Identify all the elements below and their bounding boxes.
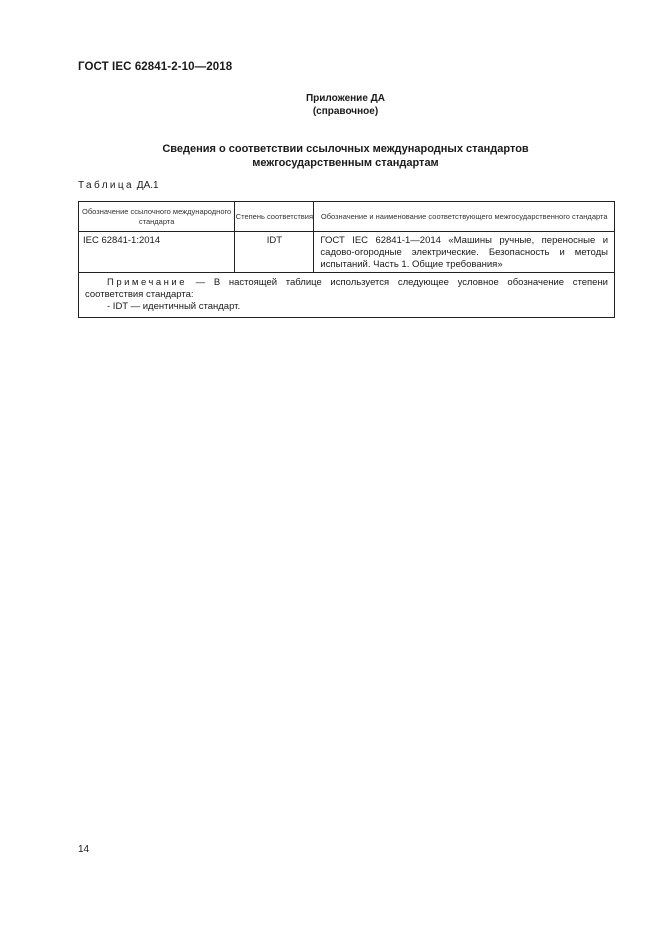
note-label: Примечание [107, 277, 187, 288]
appendix-subtitle: (справочное) [312, 106, 379, 117]
section-title [0, 142, 661, 170]
note-item: - IDT — идентичный стандарт. [107, 301, 241, 312]
table-note-row [79, 273, 615, 318]
standards-table [78, 201, 615, 318]
page-number: 14 [78, 844, 90, 855]
section-title-line-1: Сведения о соответствии ссылочных международных стандартов [162, 143, 529, 155]
table-caption-number: ДА.1 [136, 180, 159, 191]
table-caption [78, 180, 159, 191]
table-note [79, 273, 615, 318]
cell-intl-standard: IEC 62841-1:2014 [79, 232, 235, 273]
header-interstate-standard: Обозначение и наименование соответствующего межгосударственного стандарта [314, 202, 615, 232]
table-caption-word: Таблица [78, 180, 135, 191]
appendix-title: Приложение ДА [305, 93, 386, 104]
note-indent [85, 277, 107, 288]
note-text: — В настоящей таблице используется следующее условное обозначение степени соответствия стандарта: [85, 277, 608, 300]
cell-interstate-standard: ГОСТ IEC 62841-1—2014 «Машины ручные, переносные и садово-огородные электрические. Безопасность и методы испытаний. Часть 1. Общие требования» [314, 232, 615, 273]
header-degree: Степень соответствия [235, 202, 314, 232]
document-code: ГОСТ IEC 62841-2-10—2018 [78, 61, 233, 73]
table-row [79, 232, 615, 273]
header-intl-standard: Обозначение ссылочного международного стандарта [79, 202, 235, 232]
table-header-row [79, 202, 615, 232]
appendix-heading [0, 92, 661, 118]
section-title-line-2: межгосударственным стандартам [252, 157, 439, 169]
cell-degree: IDT [235, 232, 314, 273]
